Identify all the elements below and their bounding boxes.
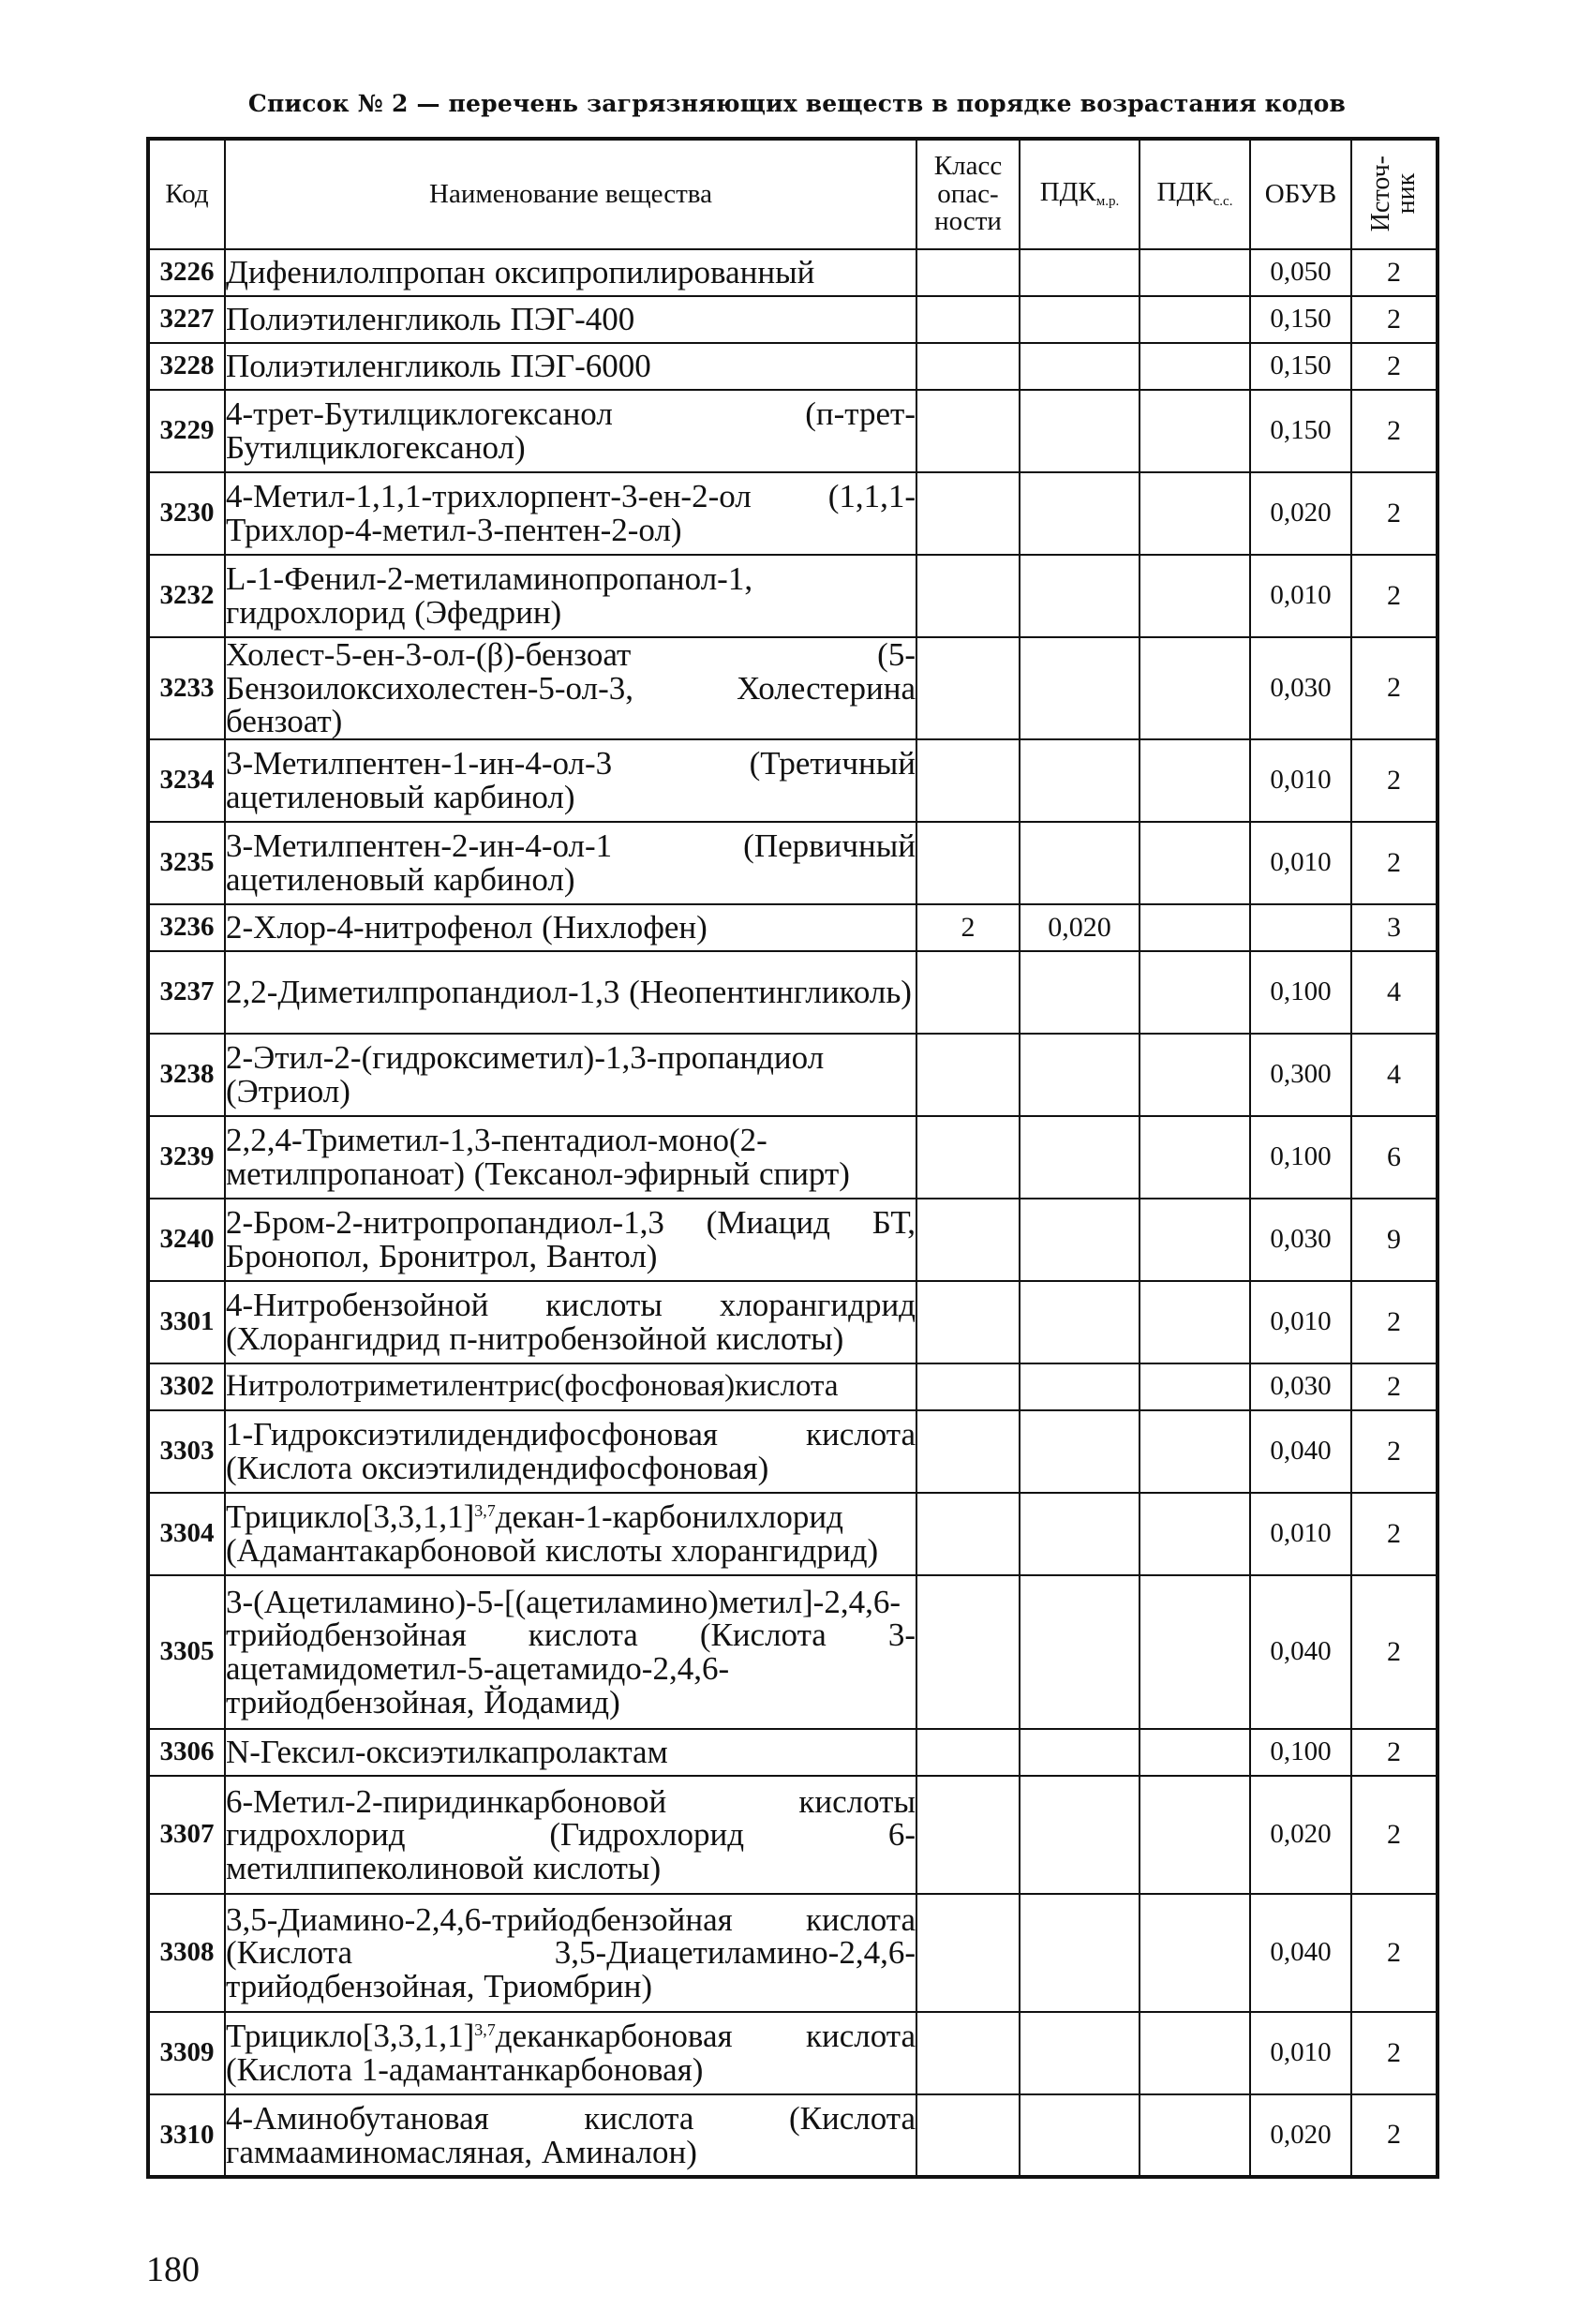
row-class: [916, 2012, 1020, 2094]
row-pdk-mr: [1020, 1729, 1140, 1776]
header-pdk-mr-sub: м.р.: [1095, 194, 1120, 210]
row-pdk-mr: [1020, 1575, 1140, 1729]
row-pdk-mr: [1020, 555, 1140, 637]
row-code: 3308: [148, 1894, 225, 2012]
row-name: 4-трет-Бутилциклогексанол (п-трет-Бутилциклогексанол): [225, 390, 916, 472]
row-name: Холест-5-ен-3-ол-(β)-бензоат (5-Бензоилоксихолестен-5-ол-3, Холестерина бензоат): [226, 636, 916, 740]
row-name-part1: Трицикло[3,3,1,1]: [226, 1498, 475, 1536]
table-row: [148, 1410, 1438, 1493]
row-class: [916, 1410, 1020, 1493]
row-pdk-mr: [1020, 1116, 1140, 1199]
row-source: 2: [1351, 2012, 1438, 2094]
row-pdk-ss: [1140, 1729, 1250, 1776]
row-code: 3301: [148, 1281, 225, 1363]
row-source: 2: [1351, 1729, 1438, 1776]
row-code: 3236: [148, 904, 225, 951]
row-obuv: 0,020: [1250, 472, 1351, 555]
row-pdk-ss: [1140, 555, 1250, 637]
table-row: [148, 1575, 1438, 1729]
row-pdk-mr: [1020, 739, 1140, 822]
row-code: 3306: [148, 1729, 225, 1776]
table-row: [148, 472, 1438, 555]
header-code: Код: [148, 139, 225, 249]
row-obuv: 0,010: [1250, 1281, 1351, 1363]
row-obuv: 0,050: [1250, 249, 1351, 296]
row-pdk-ss: [1140, 296, 1250, 343]
row-source: 2: [1351, 637, 1438, 739]
header-pdk-ss-sub: с.с.: [1213, 194, 1233, 210]
row-source: 2: [1351, 1493, 1438, 1575]
table-row: [148, 1116, 1438, 1199]
table-row: [148, 390, 1438, 472]
row-obuv: 0,150: [1250, 390, 1351, 472]
row-source: 3: [1351, 904, 1438, 951]
row-source: 2: [1351, 555, 1438, 637]
table-row: [148, 1493, 1438, 1575]
row-class: [916, 1776, 1020, 1894]
row-source: 2: [1351, 822, 1438, 904]
row-name-part2: деканкарбоновая кислота (Кислота 1-адамантанкарбоновая): [226, 2018, 916, 2089]
row-pdk-mr: [1020, 2012, 1140, 2094]
row-pdk-ss: [1140, 249, 1250, 296]
row-name: 3,5-Диамино-2,4,6-трийодбензойная кислота (Кислота 3,5-Диацетиламино-2,4,6-трийодбензойная, Триомбрин): [225, 1894, 916, 2012]
row-code: 3237: [148, 951, 225, 1034]
table-row: [148, 822, 1438, 904]
table-row: [148, 555, 1438, 637]
header-class-line2: опас-: [937, 178, 999, 209]
row-code: 3232: [148, 555, 225, 637]
row-obuv: 0,150: [1250, 343, 1351, 390]
row-name: 3-(Ацетиламино)-5-[(ацетиламино)метил]-2,4,6-трийодбензойная кислота (Кислота 3-ацетамидометил-5-ацетамидо-2,4,6-трийодбензойная, Йодамид): [225, 1575, 916, 1729]
row-name: L-1-Фенил-2-метиламинопропанол-1, гидрохлорид (Эфедрин): [225, 555, 916, 637]
row-class: [916, 1493, 1020, 1575]
row-name: 3-Метилпентен-1-ин-4-ол-3 (Третичный ацетиленовый карбинол): [225, 739, 916, 822]
row-obuv: 0,030: [1250, 1363, 1351, 1410]
row-code: 3239: [148, 1116, 225, 1199]
row-source: 2: [1351, 343, 1438, 390]
row-name-superscript: 3,7: [474, 2020, 496, 2040]
row-obuv: 0,100: [1250, 951, 1351, 1034]
row-obuv: 0,100: [1250, 1116, 1351, 1199]
row-source: 2: [1351, 472, 1438, 555]
row-code: 3234: [148, 739, 225, 822]
table-row: [148, 1199, 1438, 1281]
row-code: 3230: [148, 472, 225, 555]
row-source: 2: [1351, 296, 1438, 343]
row-source: 2: [1351, 390, 1438, 472]
table-row: [148, 904, 1438, 951]
header-source: [1351, 139, 1438, 249]
row-name-superscript: 3,7: [474, 1501, 496, 1521]
row-code: 3228: [148, 343, 225, 390]
row-name: [225, 1493, 916, 1575]
row-source: 2: [1351, 1281, 1438, 1363]
row-pdk-mr: [1020, 1281, 1140, 1363]
row-source: 2: [1351, 1363, 1438, 1410]
row-obuv: 0,030: [1250, 637, 1351, 739]
row-obuv: 0,010: [1250, 1493, 1351, 1575]
row-obuv: 0,300: [1250, 1034, 1351, 1116]
row-class: [916, 249, 1020, 296]
row-pdk-ss: [1140, 1410, 1250, 1493]
row-source: 2: [1351, 739, 1438, 822]
row-obuv: 0,040: [1250, 1410, 1351, 1493]
row-pdk-ss: [1140, 904, 1250, 951]
row-source: 2: [1351, 1776, 1438, 1894]
table-row: [148, 249, 1438, 296]
row-pdk-ss: [1140, 1281, 1250, 1363]
row-pdk-mr: 0,020: [1020, 904, 1140, 951]
row-obuv: 0,040: [1250, 1575, 1351, 1729]
row-class: [916, 2094, 1020, 2177]
row-class: [916, 390, 1020, 472]
row-class: [916, 1894, 1020, 2012]
row-pdk-mr: [1020, 343, 1140, 390]
row-class: [916, 822, 1020, 904]
row-class: [916, 1575, 1020, 1729]
row-class: [916, 1199, 1020, 1281]
row-name: 2-Хлор-4-нитрофенол (Нихлофен): [225, 904, 916, 951]
header-class-line3: ности: [934, 206, 1002, 237]
row-obuv: 0,010: [1250, 739, 1351, 822]
row-pdk-mr: [1020, 1493, 1140, 1575]
row-class: [916, 1116, 1020, 1199]
header-class: [916, 139, 1020, 249]
row-name: 3-Метилпентен-2-ин-4-ол-1 (Первичный ацетиленовый карбинол): [225, 822, 916, 904]
table-row: [148, 637, 1438, 739]
table-row: [148, 951, 1438, 1034]
row-source: 2: [1351, 1575, 1438, 1729]
row-code: 3305: [148, 1575, 225, 1729]
header-obuv: ОБУВ: [1250, 139, 1351, 249]
row-pdk-ss: [1140, 390, 1250, 472]
row-class: [916, 1363, 1020, 1410]
row-pdk-mr: [1020, 822, 1140, 904]
row-pdk-mr: [1020, 2094, 1140, 2177]
row-source: 2: [1351, 2094, 1438, 2177]
row-name: 2,2-Диметилпропандиол-1,3 (Неопентингликоль): [225, 951, 916, 1034]
row-class: [916, 1729, 1020, 1776]
row-class: [916, 296, 1020, 343]
row-pdk-mr: [1020, 951, 1140, 1034]
page-number: 180: [146, 2250, 200, 2289]
row-pdk-ss: [1140, 822, 1250, 904]
table-row: [148, 2094, 1438, 2177]
row-code: 3226: [148, 249, 225, 296]
header-row: [148, 139, 1438, 249]
page-title: Список № 2 — перечень загрязняющих веществ в порядке возрастания кодов: [247, 90, 1347, 117]
row-class: [916, 1281, 1020, 1363]
row-name: Полиэтиленгликоль ПЭГ-6000: [225, 343, 916, 390]
header-pdk-mr-base: ПДК: [1039, 177, 1096, 208]
row-pdk-ss: [1140, 2094, 1250, 2177]
table-row: [148, 343, 1438, 390]
row-name: Дифенилолпропан оксипропилированный: [225, 249, 916, 296]
row-pdk-mr: [1020, 1199, 1140, 1281]
row-code: 3310: [148, 2094, 225, 2177]
header-pdk-ss-base: ПДК: [1156, 177, 1214, 208]
row-code: 3240: [148, 1199, 225, 1281]
row-pdk-ss: [1140, 1116, 1250, 1199]
row-pdk-ss: [1140, 472, 1250, 555]
table-row: [148, 1894, 1438, 2012]
row-code: 3303: [148, 1410, 225, 1493]
row-pdk-ss: [1140, 637, 1250, 739]
row-pdk-ss: [1140, 1776, 1250, 1894]
row-name: 4-Нитробензойной кислоты хлорангидрид (Хлорангидрид п-нитробензойной кислоты): [225, 1281, 916, 1363]
row-name: 6-Метил-2-пиридинкарбоновой кислоты гидрохлорид (Гидрохлорид 6-метилпипеколиновой кислоты): [225, 1776, 916, 1894]
table-row: [148, 1363, 1438, 1410]
row-class: [916, 472, 1020, 555]
row-class: [916, 1034, 1020, 1116]
row-class: [916, 637, 1020, 739]
row-name: N-Гексил-оксиэтилкапролактам: [225, 1729, 916, 1776]
row-pdk-mr: [1020, 249, 1140, 296]
substances-table: [146, 137, 1439, 2179]
row-pdk-ss: [1140, 1493, 1250, 1575]
row-obuv: 0,020: [1250, 1776, 1351, 1894]
row-pdk-mr: [1020, 637, 1140, 739]
row-pdk-ss: [1140, 1034, 1250, 1116]
row-name: 2-Этил-2-(гидроксиметил)-1,3-пропандиол (Этриол): [225, 1034, 916, 1116]
header-source-vertical: [1365, 156, 1421, 232]
row-name-part1: Трицикло[3,3,1,1]: [226, 2018, 475, 2055]
table-row: [148, 1776, 1438, 1894]
row-name: [225, 2012, 916, 2094]
row-name-part2: декан-1-карбонилхлорид (Адамантакарбоновой кислоты хлорангидрид): [226, 1498, 879, 1570]
header-pdk-mr: [1020, 139, 1140, 249]
row-obuv: 0,100: [1250, 1729, 1351, 1776]
row-obuv: 0,010: [1250, 822, 1351, 904]
row-pdk-mr: [1020, 390, 1140, 472]
row-code: 3304: [148, 1493, 225, 1575]
row-code: 3233: [148, 637, 225, 739]
row-pdk-ss: [1140, 343, 1250, 390]
row-pdk-ss: [1140, 1575, 1250, 1729]
row-name: 2-Бром-2-нитропропандиол-1,3 (Миацид БТ, Бронопол, Бронитрол, Вантол): [225, 1199, 916, 1281]
row-name: 4-Метил-1,1,1-трихлорпент-3-ен-2-ол (1,1,1-Трихлор-4-метил-3-пентен-2-ол): [225, 472, 916, 555]
table-row: [148, 1729, 1438, 1776]
row-code: 3229: [148, 390, 225, 472]
row-name: 1-Гидроксиэтилидендифосфоновая кислота (Кислота оксиэтилидендифосфоновая): [225, 1410, 916, 1493]
row-class: [916, 555, 1020, 637]
header-pdk-ss: [1140, 139, 1250, 249]
row-class: [916, 739, 1020, 822]
row-pdk-mr: [1020, 1410, 1140, 1493]
row-source: 9: [1351, 1199, 1438, 1281]
row-obuv: 0,150: [1250, 296, 1351, 343]
table-row: [148, 739, 1438, 822]
row-code: 3235: [148, 822, 225, 904]
row-pdk-mr: [1020, 1776, 1140, 1894]
row-pdk-mr: [1020, 1363, 1140, 1410]
table-row: [148, 2012, 1438, 2094]
row-class: [916, 951, 1020, 1034]
header-name: Наименование вещества: [225, 139, 916, 249]
row-pdk-mr: [1020, 1894, 1140, 2012]
row-pdk-ss: [1140, 1363, 1250, 1410]
row-obuv: 0,040: [1250, 1894, 1351, 2012]
row-pdk-ss: [1140, 951, 1250, 1034]
row-pdk-mr: [1020, 472, 1140, 555]
row-source: 2: [1351, 1894, 1438, 2012]
table-row: [148, 1034, 1438, 1116]
row-pdk-mr: [1020, 1034, 1140, 1116]
row-name: Полиэтиленгликоль ПЭГ-400: [225, 296, 916, 343]
row-code: 3309: [148, 2012, 225, 2094]
header-source-line2: ник: [1391, 173, 1421, 215]
row-source: 4: [1351, 951, 1438, 1034]
row-pdk-ss: [1140, 739, 1250, 822]
row-obuv: 0,030: [1250, 1199, 1351, 1281]
table-row: [148, 296, 1438, 343]
row-obuv: [1250, 904, 1351, 951]
row-class: 2: [916, 904, 1020, 951]
row-pdk-mr: [1020, 296, 1140, 343]
header-source-line1: Источ-: [1365, 156, 1395, 232]
row-name: Нитролотриметилентрис(фосфоновая)кислота: [225, 1363, 916, 1410]
row-pdk-ss: [1140, 2012, 1250, 2094]
row-code: 3307: [148, 1776, 225, 1894]
row-pdk-ss: [1140, 1199, 1250, 1281]
table-row: [148, 1281, 1438, 1363]
row-source: 2: [1351, 1410, 1438, 1493]
row-name: 4-Аминобутановая кислота (Кислота гаммааминомасляная, Аминалон): [225, 2094, 916, 2177]
row-code: 3238: [148, 1034, 225, 1116]
row-obuv: 0,020: [1250, 2094, 1351, 2177]
row-source: 6: [1351, 1116, 1438, 1199]
row-source: 2: [1351, 249, 1438, 296]
row-obuv: 0,010: [1250, 555, 1351, 637]
row-code: 3302: [148, 1363, 225, 1410]
row-source: 4: [1351, 1034, 1438, 1116]
row-obuv: 0,010: [1250, 2012, 1351, 2094]
header-class-line1: Класс: [933, 151, 1003, 182]
row-class: [916, 343, 1020, 390]
row-code: 3227: [148, 296, 225, 343]
row-pdk-ss: [1140, 1894, 1250, 2012]
row-name: 2,2,4-Триметил-1,3-пентадиол-моно(2-метилпропаноат) (Тексанол-эфирный спирт): [225, 1116, 916, 1199]
